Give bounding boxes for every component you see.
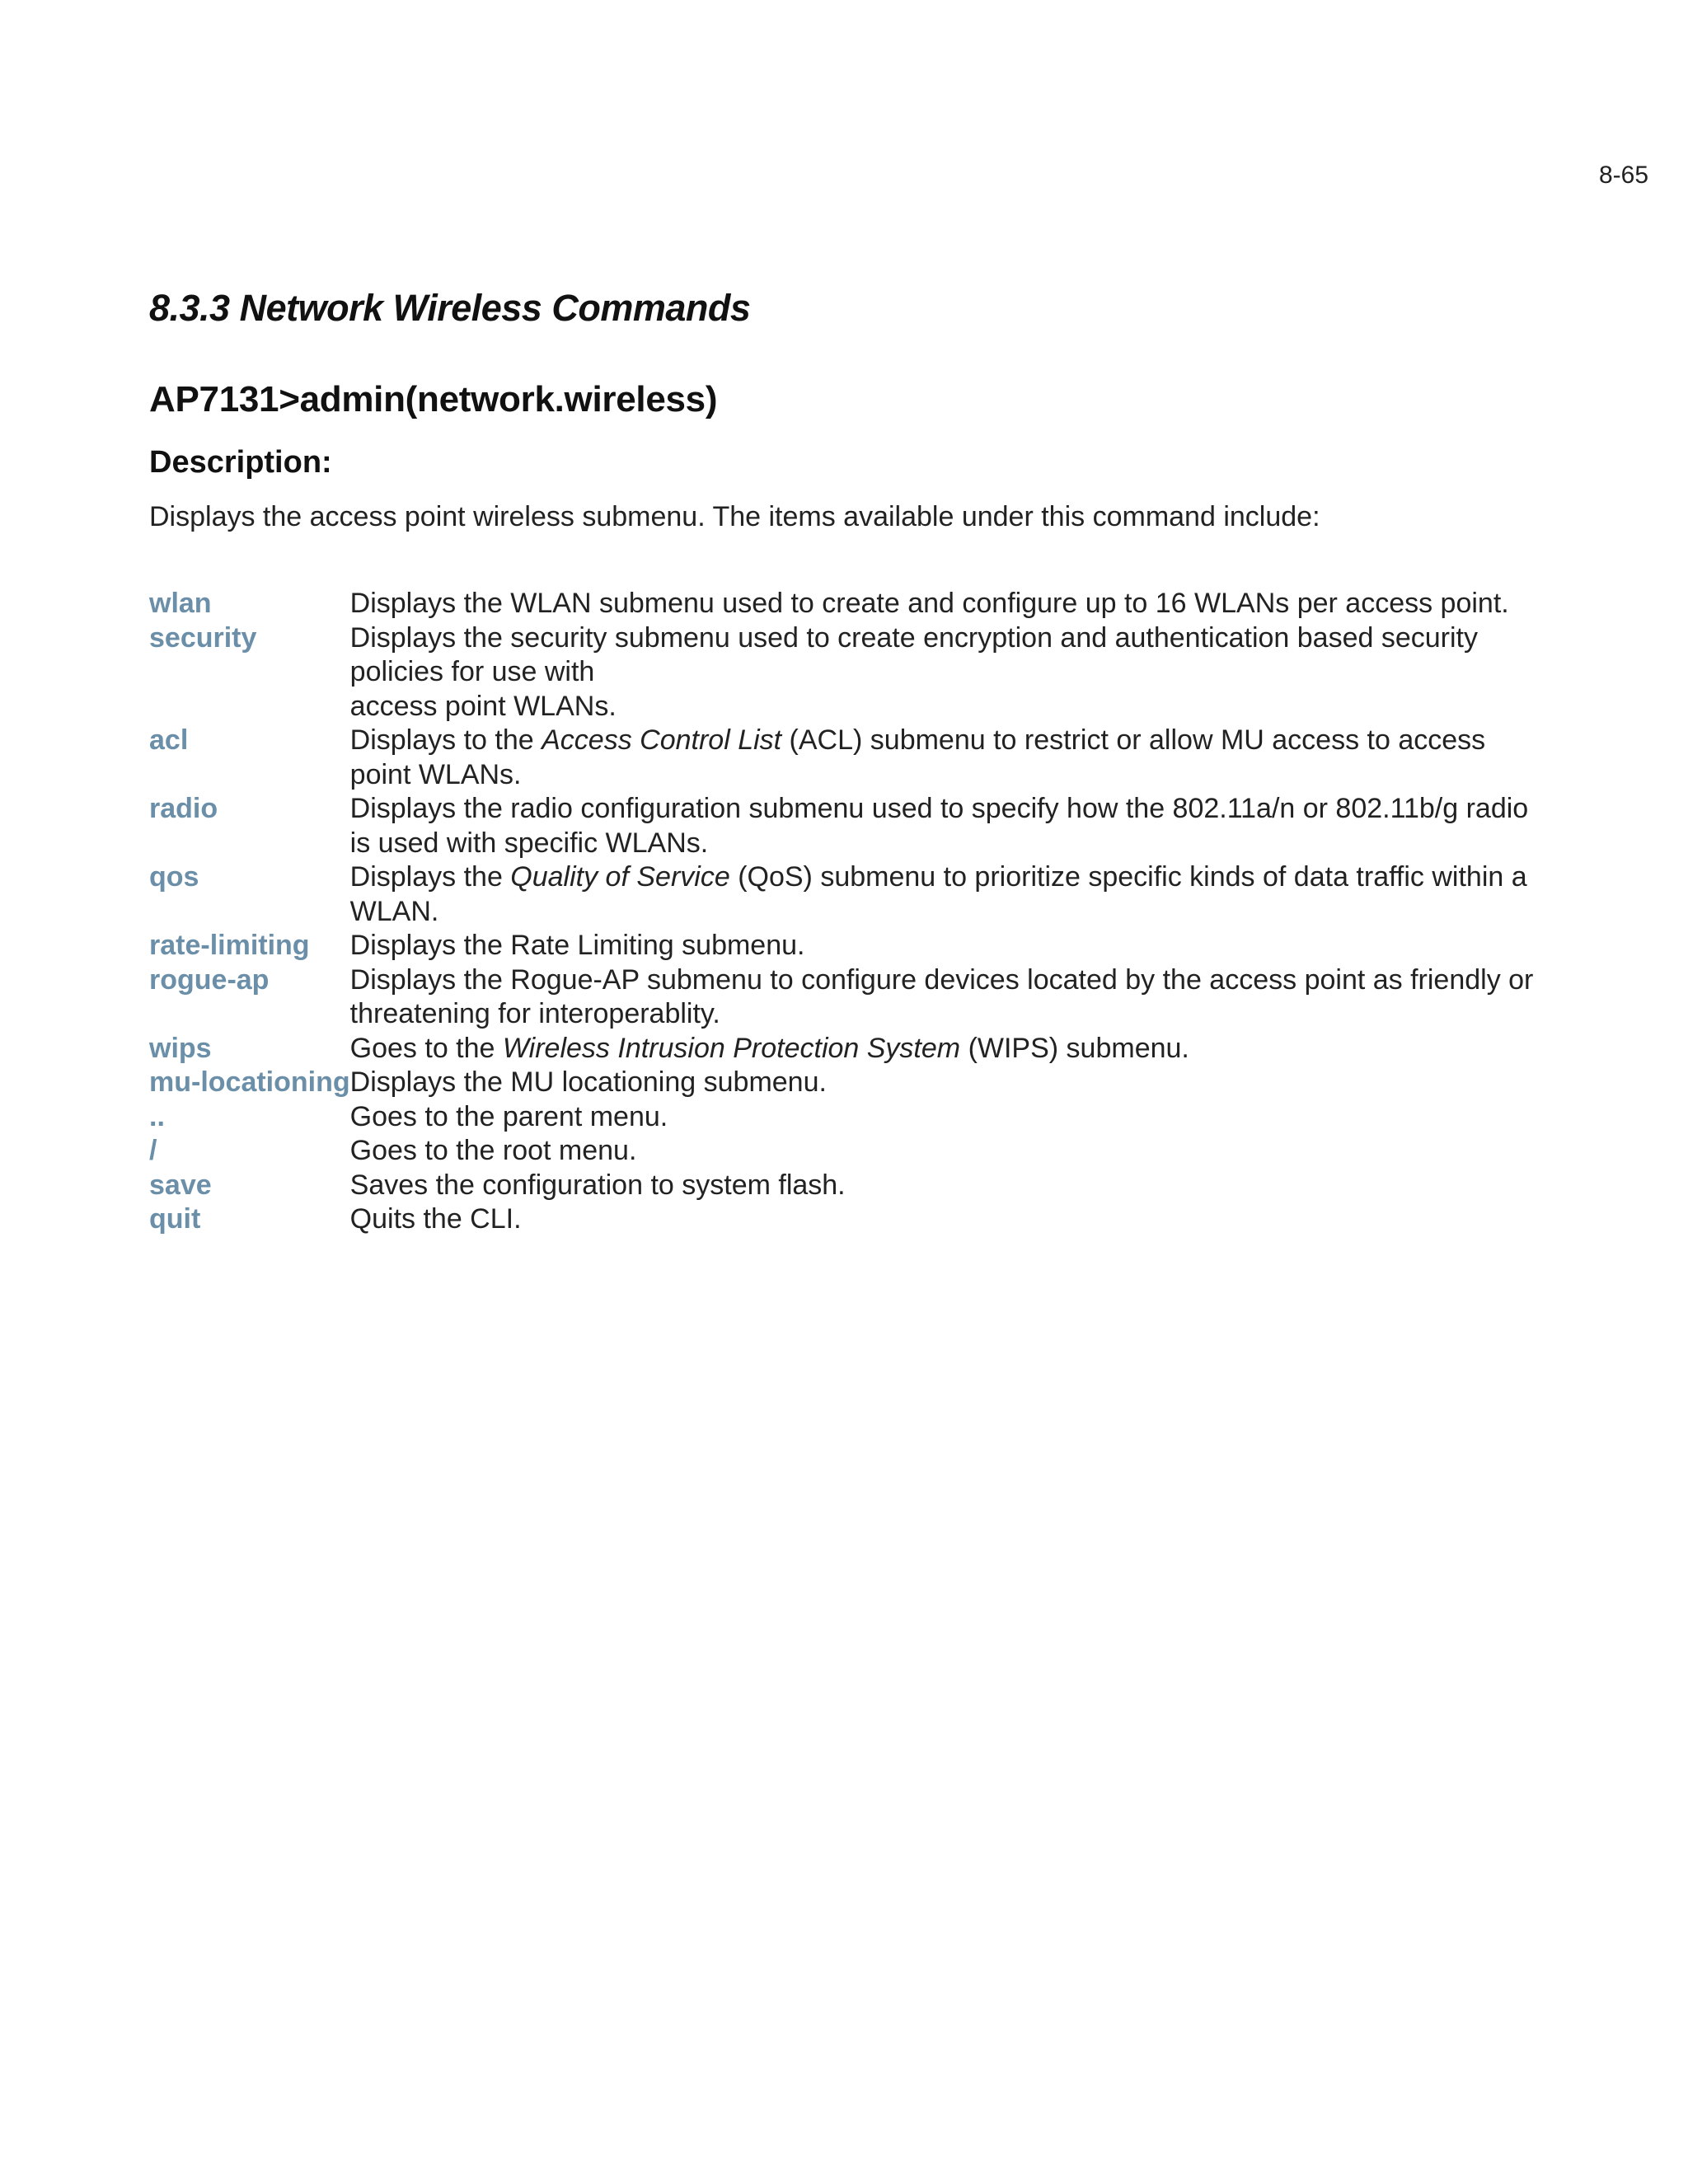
command-description	[350, 587, 1542, 621]
description-text: Goes to the parent menu.	[349, 1100, 668, 1132]
command-row	[149, 860, 1542, 929]
description-text: Saves the configuration to system flash.	[349, 1169, 846, 1201]
command-row	[149, 963, 1542, 1032]
command-row	[149, 621, 1542, 724]
command-row	[149, 587, 1542, 621]
command-description	[350, 963, 1542, 1032]
description-emphasis: Quality of Service	[510, 861, 730, 893]
description-text: Displays the security submenu used to create encryption and authentication based security policies for use with access point WLANs.	[349, 621, 1478, 722]
command-title: AP7131>admin(network.wireless)	[149, 379, 718, 419]
intro-text: Displays the access point wireless submenu. The items available under this command include:	[149, 501, 1320, 532]
description-text: Displays the radio configuration submenu used to specify how the 802.11a/n or 802.11b/g radio is used with specific WLANs.	[349, 793, 1529, 859]
description-text: Displays the WLAN submenu used to create and configure up to 16 WLANs per access point.	[349, 588, 1509, 619]
command-row	[149, 1066, 1542, 1100]
description-text-tail: (ACL) submenu to restrict or allow MU access to access point WLANs.	[349, 724, 1486, 790]
command-row	[149, 1100, 1542, 1135]
command-description	[350, 860, 1542, 929]
description-text-tail: (QoS) submenu to prioritize specific kinds of data traffic within a WLAN.	[349, 861, 1527, 927]
command-name: qos	[149, 861, 199, 893]
command-description	[350, 792, 1542, 860]
description-text: Displays the	[349, 861, 511, 893]
command-description	[350, 1100, 1542, 1135]
command-name: mu-locationing	[149, 1066, 350, 1098]
page-number: 8-65	[1598, 162, 1648, 189]
command-name: ..	[149, 1100, 165, 1132]
description-text-tail: (WIPS) submenu.	[960, 1032, 1189, 1064]
section-heading: 8.3.3 Network Wireless Commands	[149, 287, 751, 329]
command-name: quit	[149, 1203, 201, 1235]
command-table	[149, 587, 1542, 1237]
command-row	[149, 792, 1542, 860]
description-text: Displays the Rate Limiting submenu.	[349, 930, 805, 961]
description-text: Displays the Rogue-AP submenu to configure devices located by the access point as friendly or threatening for interoperablity.	[349, 963, 1534, 1029]
command-name: wips	[149, 1032, 212, 1064]
command-name: save	[149, 1169, 212, 1201]
command-name: rogue-ap	[149, 963, 270, 996]
description-text: Displays to the	[349, 724, 542, 756]
description-emphasis: Wireless Intrusion Protection System	[502, 1032, 961, 1064]
command-name: rate-limiting	[149, 930, 310, 961]
description-text: Displays the MU locationing submenu.	[349, 1066, 827, 1098]
command-description	[350, 1066, 1542, 1100]
command-name: radio	[149, 793, 218, 824]
command-description	[350, 724, 1542, 792]
command-row	[149, 1202, 1542, 1237]
command-row	[149, 1032, 1542, 1066]
command-name: /	[149, 1135, 157, 1166]
command-row	[149, 1134, 1542, 1169]
command-list	[149, 587, 1542, 1237]
command-description	[350, 1032, 1542, 1066]
command-name: acl	[149, 724, 189, 756]
description-text: Goes to the root menu.	[349, 1135, 637, 1166]
description-label: Description:	[149, 445, 332, 480]
description-text: Goes to the	[349, 1032, 503, 1064]
command-name: security	[149, 621, 257, 654]
command-description	[350, 1202, 1542, 1237]
command-row	[149, 724, 1542, 792]
command-description	[350, 1169, 1542, 1203]
command-row	[149, 929, 1542, 963]
command-name: wlan	[149, 588, 212, 619]
command-description	[350, 929, 1542, 963]
command-description	[350, 621, 1542, 724]
description-emphasis: Access Control List	[542, 724, 782, 756]
description-text: Quits the CLI.	[349, 1203, 522, 1235]
command-description	[350, 1134, 1542, 1169]
command-row	[149, 1169, 1542, 1203]
